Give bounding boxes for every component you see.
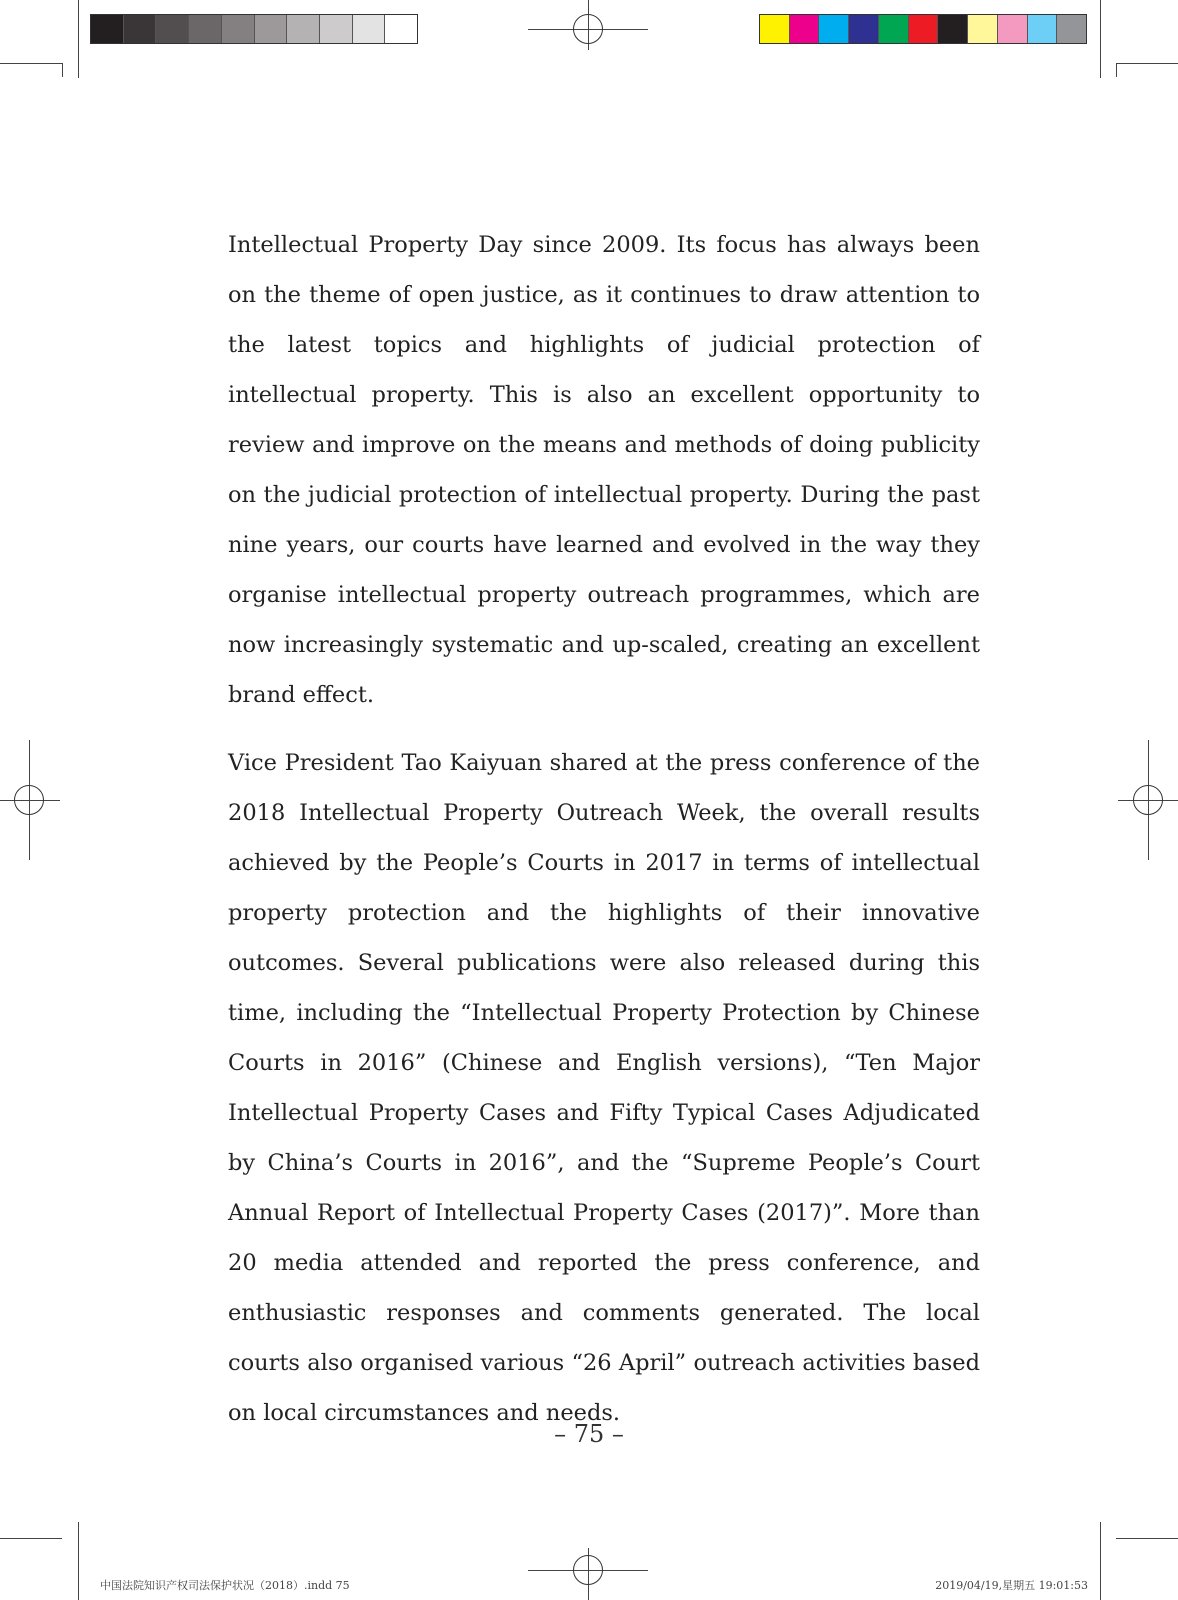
- crop-mark: [1116, 1538, 1178, 1539]
- grayscale-color-bar: [90, 14, 418, 44]
- gray-swatch: [255, 15, 288, 43]
- body-text: [228, 220, 980, 1456]
- color-swatch: [909, 15, 939, 43]
- color-swatch: [1057, 15, 1086, 43]
- color-swatch: [938, 15, 968, 43]
- color-swatch: [968, 15, 998, 43]
- crop-mark: [78, 1522, 79, 1600]
- gray-swatch: [353, 15, 386, 43]
- crop-mark: [1100, 0, 1101, 78]
- crop-mark: [1116, 63, 1117, 77]
- gray-swatch: [222, 15, 255, 43]
- color-swatch: [998, 15, 1028, 43]
- gray-swatch: [320, 15, 353, 43]
- color-swatch: [879, 15, 909, 43]
- color-swatch: [849, 15, 879, 43]
- crop-mark: [0, 1538, 62, 1539]
- crop-mark: [78, 0, 79, 78]
- slug-filename: 中国法院知识产权司法保护状况（2018）.indd 75: [100, 1579, 350, 1592]
- color-swatch: [819, 15, 849, 43]
- gray-swatch: [124, 15, 157, 43]
- gray-swatch: [385, 15, 417, 43]
- crop-mark: [0, 63, 62, 64]
- crop-mark: [1100, 1522, 1101, 1600]
- color-swatch: [790, 15, 820, 43]
- crop-mark: [62, 63, 63, 77]
- slug-timestamp: 2019/04/19,星期五 19:01:53: [935, 1579, 1088, 1592]
- paragraph: Vice President Tao Kaiyuan shared at the press conference of the 2018 Intellectual Property Outreach Week, the overall results achieved by the People’s Courts in 2017 in terms of intellectual property protection and the highlights of their innovative outcomes. Several publications were also released during this time, including the “Intellectual Property Protection by Chinese Courts in 2016” (Chinese and English versions), “Ten Major Intellectual Property Cases and Fifty Typical Cases Adjudicated by China’s Courts in 2016”, and the “Supreme People’s Court Annual Report of Intellectual Property Cases (2017)”. More than 20 media attended and reported the press conference, and enthusiastic responses and comments generated. The local courts also organised various “26 April” outreach activities based on local circumstances and needs.: [228, 750, 980, 1426]
- gray-swatch: [91, 15, 124, 43]
- paragraph: Intellectual Property Day since 2009. Its focus has always been on the theme of open justice, as it continues to draw attention to the latest topics and highlights of judicial protection of intellectual property. This is also an excellent opportunity to review and improve on the means and methods of doing publicity on the judicial protection of intellectual property. During the past nine years, our courts have learned and evolved in the way they organise intellectual property outreach programmes, which are now increasingly systematic and up-scaled, creating an excellent brand effect.: [228, 232, 980, 708]
- gray-swatch: [189, 15, 222, 43]
- process-color-bar: [759, 14, 1087, 44]
- page-number: – 75 –: [554, 1420, 624, 1448]
- gray-swatch: [287, 15, 320, 43]
- gray-swatch: [156, 15, 189, 43]
- color-swatch: [1028, 15, 1058, 43]
- crop-mark: [1116, 63, 1178, 64]
- color-swatch: [760, 15, 790, 43]
